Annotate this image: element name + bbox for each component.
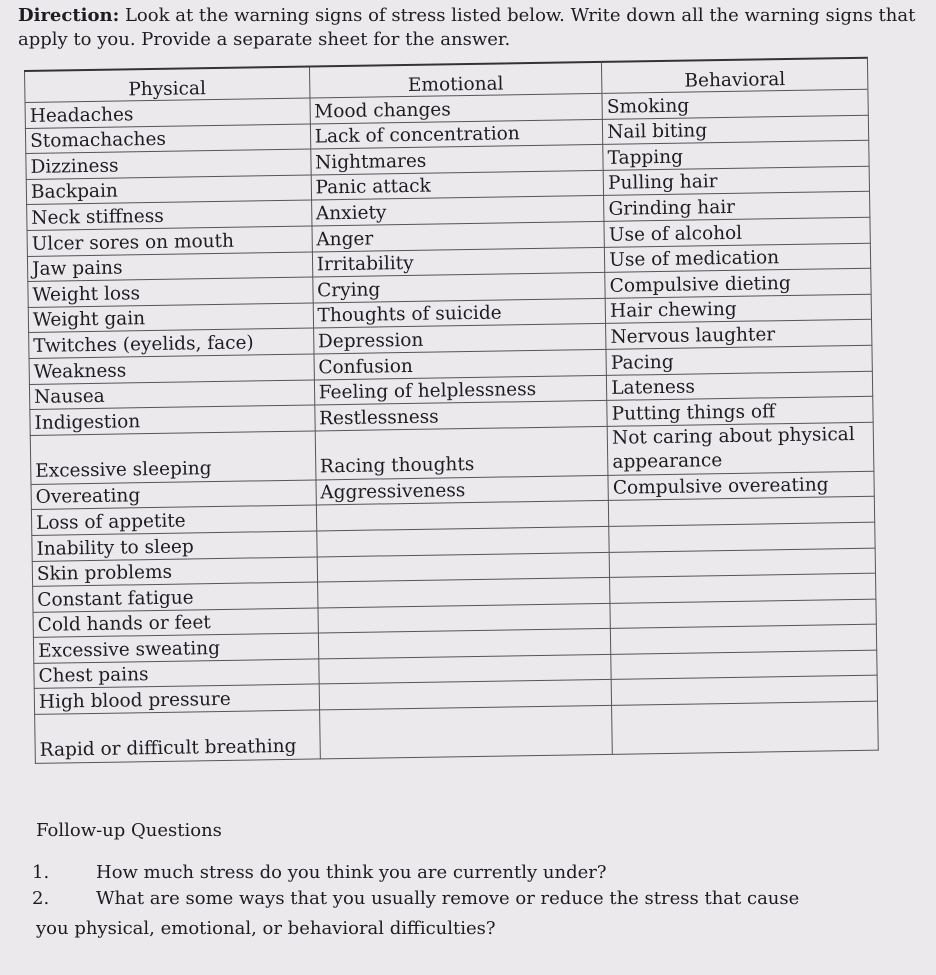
- question-number: 1.: [32, 862, 50, 883]
- physical-cell: Overeating: [31, 480, 316, 510]
- emotional-cell: Anger: [312, 221, 605, 251]
- physical-cell: Weakness: [29, 354, 314, 384]
- followup-title: Follow-up Questions: [36, 820, 222, 841]
- emotional-cell: [319, 705, 612, 759]
- physical-cell: Excessive sweating: [33, 633, 318, 663]
- emotional-cell: Mood changes: [310, 93, 603, 123]
- behavioral-cell: Tapping: [603, 140, 869, 170]
- physical-cell: Nausea: [29, 380, 314, 410]
- physical-cell: Skin problems: [32, 556, 317, 586]
- emotional-cell: Irritability: [312, 247, 605, 277]
- emotional-cell: Depression: [313, 324, 606, 354]
- emotional-cell: Panic attack: [311, 170, 604, 200]
- physical-cell: Backpain: [26, 175, 311, 205]
- emotional-cell: Feeling of helplessness: [314, 375, 607, 405]
- behavioral-cell: Not caring about physical appearance: [607, 422, 874, 475]
- physical-cell: Rapid or difficult breathing: [35, 710, 320, 763]
- behavioral-cell: Compulsive overeating: [608, 471, 874, 501]
- physical-cell: Constant fatigue: [33, 582, 318, 612]
- physical-cell: Dizziness: [26, 149, 311, 179]
- header-emotional: Emotional: [309, 62, 602, 98]
- behavioral-cell: Nervous laughter: [606, 320, 872, 350]
- physical-cell: Jaw pains: [27, 252, 312, 282]
- behavioral-cell: Use of medication: [605, 243, 871, 273]
- physical-cell: Chest pains: [34, 659, 319, 689]
- physical-cell: Cold hands or feet: [33, 608, 318, 638]
- physical-cell: Inability to sleep: [32, 531, 317, 561]
- emotional-cell: Nightmares: [310, 145, 603, 175]
- followup-section: [32, 818, 922, 942]
- stress-signs-table: [24, 57, 879, 764]
- direction-text: [18, 4, 918, 52]
- emotional-cell: Crying: [312, 273, 605, 303]
- physical-cell: High blood pressure: [34, 684, 319, 714]
- physical-cell: Weight gain: [28, 303, 313, 333]
- behavioral-cell: Nail biting: [603, 115, 869, 145]
- physical-cell: Stomachaches: [25, 124, 310, 154]
- behavioral-cell: Grinding hair: [604, 192, 870, 222]
- physical-cell: Neck stiffness: [27, 200, 312, 230]
- behavioral-cell: Compulsive dieting: [605, 268, 871, 298]
- emotional-cell: Confusion: [314, 349, 607, 379]
- question-text: How much stress do you think you are currently under?: [96, 862, 607, 883]
- emotional-cell: Racing thoughts: [315, 426, 608, 480]
- question-number: 2.: [32, 888, 50, 909]
- emotional-cell: Lack of concentration: [310, 119, 603, 149]
- question-2-continuation: you physical, emotional, or behavioral difficulties?: [36, 918, 496, 939]
- behavioral-cell: Pulling hair: [603, 166, 869, 196]
- behavioral-cell: Use of alcohol: [604, 217, 870, 247]
- physical-cell: Indigestion: [30, 405, 315, 435]
- behavioral-cell: Smoking: [602, 89, 868, 119]
- physical-cell: Twitches (eyelids, face): [29, 328, 314, 358]
- emotional-cell: Aggressiveness: [316, 475, 609, 505]
- emotional-cell: Thoughts of suicide: [313, 298, 606, 328]
- physical-cell: Ulcer sores on mouth: [27, 226, 312, 256]
- physical-cell: Excessive sleeping: [30, 431, 315, 484]
- question-2: [32, 886, 922, 912]
- emotional-cell: Anxiety: [311, 196, 604, 226]
- direction-label: Direction:: [18, 5, 120, 26]
- behavioral-cell: [612, 701, 879, 754]
- emotional-cell: Restlessness: [314, 401, 607, 431]
- behavioral-cell: Hair chewing: [605, 294, 871, 324]
- physical-cell: Headaches: [25, 98, 310, 128]
- behavioral-cell: Lateness: [607, 371, 873, 401]
- question-text: What are some ways that you usually remove or reduce the stress that cause: [96, 888, 800, 909]
- header-behavioral: Behavioral: [602, 58, 868, 94]
- direction-body: Look at the warning signs of stress listed below. Write down all the warning signs that apply to you. Provide a separate sheet for the answer.: [18, 5, 916, 50]
- behavioral-cell: Putting things off: [607, 396, 873, 426]
- behavioral-cell: Pacing: [606, 345, 872, 375]
- header-physical: Physical: [25, 67, 310, 103]
- physical-cell: Weight loss: [28, 277, 313, 307]
- question-1: [32, 860, 922, 886]
- physical-cell: Loss of appetite: [31, 505, 316, 535]
